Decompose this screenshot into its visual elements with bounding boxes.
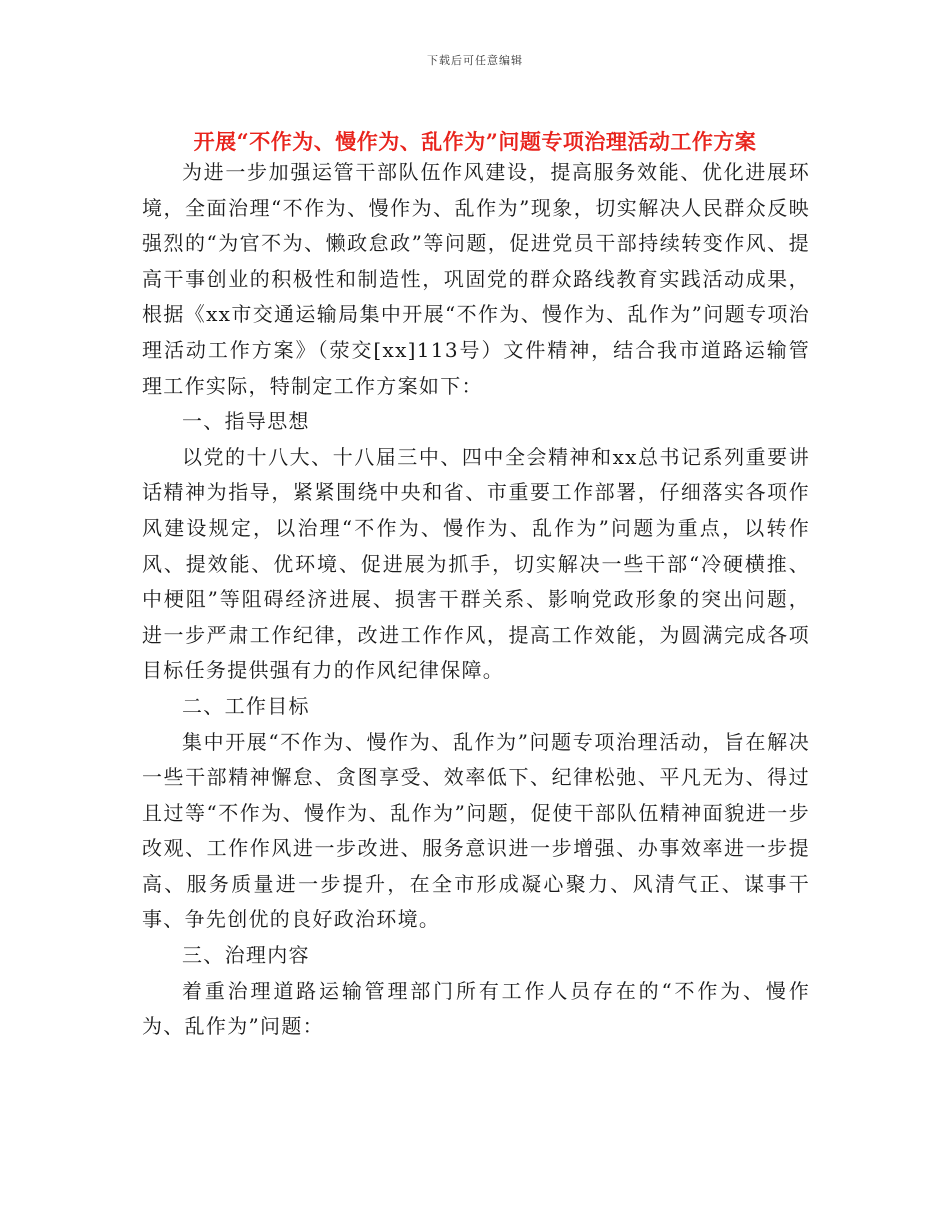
section-heading-work-goals: 二、工作目标 (182, 693, 310, 718)
document-body (142, 155, 810, 1045)
section-body-work-goals: 集中开展“不作为、慢作为、乱作为”问题专项治理活动，旨在解决一些干部精神懈怠、贪图享受、效率低下、纪律松弛、平凡无为、得过且过等“不作为、慢作为、乱作为”问题，促使干部队伍精神面貌进一步改观、工作作风进一步改进、服务意识进一步增强、办事效率进一步提高、服务质量进一步提升，在全市形成凝心聚力、风清气正、谋事干事、争先创优的良好政治环境。 (142, 729, 810, 932)
intro-paragraph: 为进一步加强运管干部队伍作风建设，提高服务效能、优化进展环境，全面治理“不作为、慢作为、乱作为”现象，切实解决人民群众反映强烈的“为官不为、懒政怠政”等问题，促进党员干部持续转变作风、提高干事创业的积极性和制造性，巩固党的群众路线教育实践活动成果，根据《xx市交通运输局集中开展“不作为、慢作为、乱作为”问题专项治理活动工作方案》（荥交[xx]113号）文件精神，结合我市道路运输管理工作实际，特制定工作方案如下： (142, 160, 810, 398)
section-body-governance-content: 着重治理道路运输管理部门所有工作人员存在的“不作为、慢作为、乱作为”问题： (142, 978, 810, 1039)
header-note: 下载后可任意编辑 (427, 54, 523, 67)
section-heading-guiding-ideology: 一、指导思想 (182, 409, 310, 434)
document-title: 开展“不作为、慢作为、乱作为”问题专项治理活动工作方案 (193, 129, 757, 155)
section-body-guiding-ideology: 以党的十八大、十八届三中、四中全会精神和xx总书记系列重要讲话精神为指导，紧紧围绕中央和省、市重要工作部署，仔细落实各项作风建设规定，以治理“不作为、慢作为、乱作为”问题为重点，以转作风、提效能、优环境、促进展为抓手，切实解决一些干部“冷硬横推、中梗阻”等阻碍经济进展、损害干群关系、影响党政形象的突出问题，进一步严肃工作纪律，改进工作作风，提高工作效能，为圆满完成各项目标任务提供强有力的作风纪律保障。 (142, 444, 810, 683)
section-heading-governance-content: 三、治理内容 (182, 943, 310, 968)
